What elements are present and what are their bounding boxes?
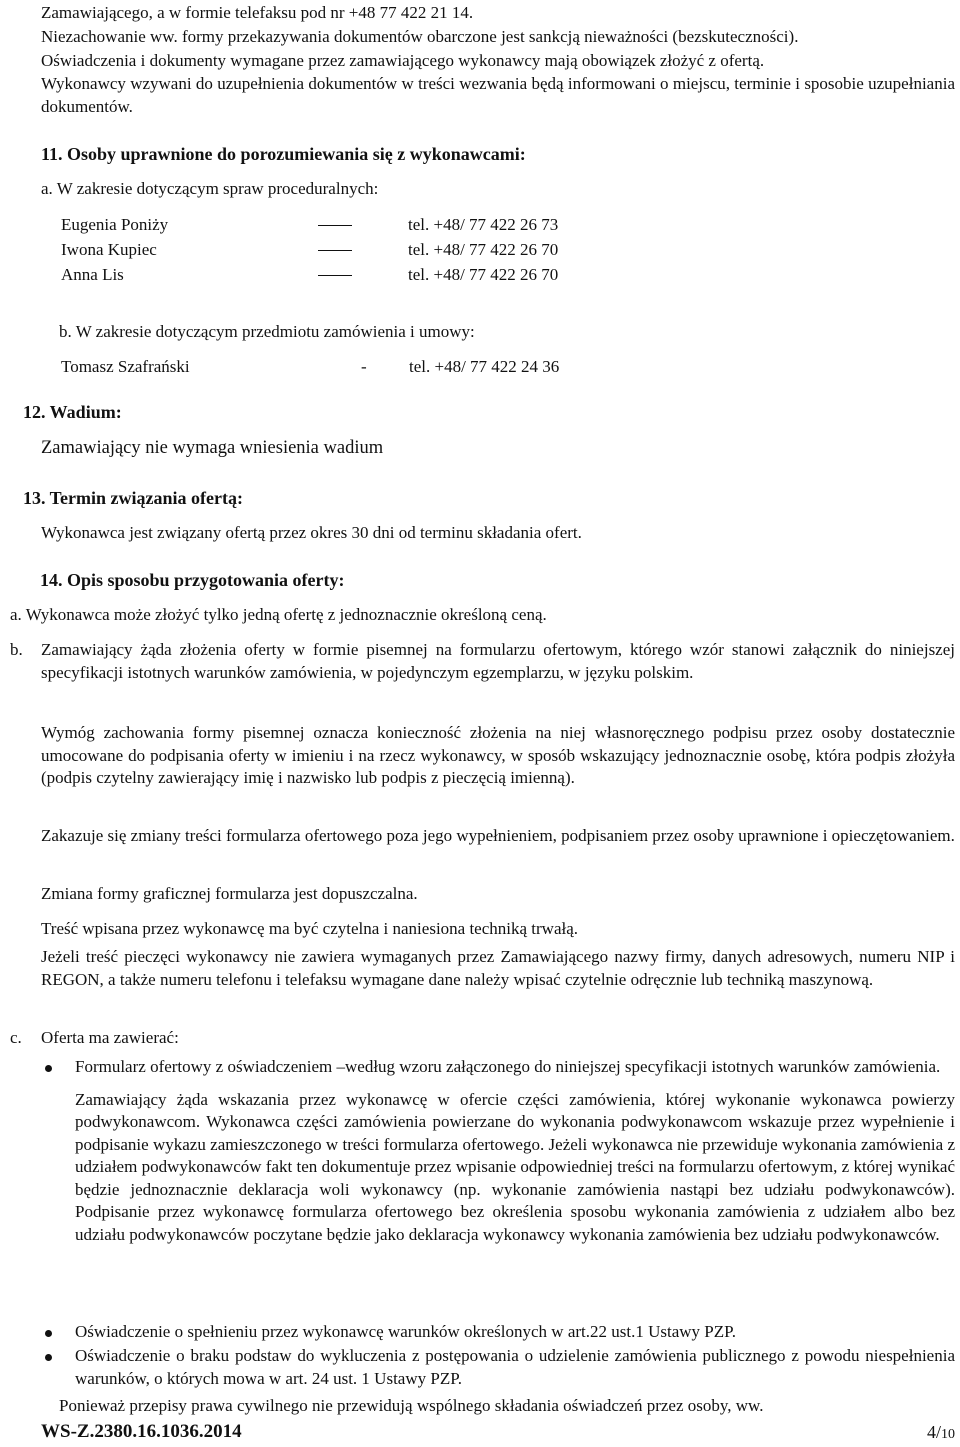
section-11-heading: 11. Osoby uprawnione do porozumiewania się z wykonawcami: <box>41 144 526 164</box>
bullet-dot <box>45 1065 52 1072</box>
intro-line-4: Wykonawcy wzywani do uzupełnienia dokumentów w treści wezwania będą informowani o miejscu, terminie i sposobie uzupełniania dokumentów. <box>41 74 955 116</box>
contact-dash: - <box>361 357 367 376</box>
section-14a: a. Wykonawca może złożyć tylko jedną ofertę z jednoznacznie określoną ceną. <box>10 605 547 624</box>
section-14b-para: Wymóg zachowania formy pisemnej oznacza konieczność złożenia na niej własnoręcznego podpisu przez osoby dostatecznie umocowane do podpisania oferty w imieniu i na rzecz wykonawcy, w sposób wskazujący jednoznacznie osobę, która podpis złożyła (podpis czytelny zawierający imię i nazwisko lub podpis z pieczęcią imienną). <box>41 723 955 787</box>
bullet-item <box>75 1345 955 1390</box>
section-11b-label: b. W zakresie dotyczącym przedmiotu zamówienia i umowy: <box>59 322 475 341</box>
bullet-extra-text: Zamawiający żąda wskazania przez wykonawcę w ofercie części zamówienia, której wykonanie wykonawca powierzy podwykonawcom. Wykonawca części zamówienia powierzane do wykonania podwykonawcom wskazuje przez wypełnienie i podpisanie wykazu zamieszczonego w treści formularza ofertowego. Jeżeli wykonawca nie przewiduje wykonania zamówienia z udziałem podwykonawców fakt ten dokumentuje przez wpisanie odpowiedniej treści na formularzu ofertowym, z której wynikać będzie jednoznacznie deklaracja woli wykonawcy (np. wykonanie zamówienia nastąpi bez udziału podwykonawców). Podpisanie przez wykonawcę formularza ofertowego bez określenia sposobu wykonania zamówienia z udziałem albo bez udziału podwykonawców poczytane będzie jako deklaracja wykonawcy wykonania zamówienia bez udziału podwykonawców. <box>75 1089 955 1244</box>
contact-phone: tel. +48/ 77 422 24 36 <box>409 357 560 376</box>
section-14b-para: Jeżeli treść pieczęci wykonawcy nie zawiera wymaganych przez Zamawiającego nazwy firmy, danych adresowych, numeru NIP i REGON, a także numeru telefonu i telefaksu wymagane dane należy wpisać czytelnie odręcznie lub techniką maszynową. <box>41 947 955 989</box>
bullet-text: Oświadczenie o braku podstaw do wykluczenia z postępowania o udzielenie zamówienia publicznego z powodu niespełnienia warunków, o których mowa w art. 24 ust. 1 Ustawy PZP. <box>75 1346 955 1388</box>
section-12-text: Zamawiający nie wymaga wniesienia wadium <box>41 438 384 458</box>
intro-line-1: Zamawiającego, a w formie telefaksu pod nr +48 77 422 21 14. <box>41 3 474 22</box>
page-total: 10 <box>941 1427 955 1442</box>
contact-row <box>61 239 761 262</box>
section-14b-para: Zmiana formy graficznej formularza jest dopuszczalna. <box>41 884 418 903</box>
contact-row <box>61 214 761 237</box>
bullet-dot <box>45 1330 52 1337</box>
bullet-text: Formularz ofertowy z oświadczeniem –według wzoru załączonego do niniejszej specyfikacji istotnych warunków zamówienia. <box>75 1057 941 1076</box>
contact-name: Eugenia Poniży <box>61 215 169 234</box>
section-14b-para: Zamawiający żąda złożenia oferty w formie pisemnej na formularzu ofertowym, którego wzór stanowi załącznik do niniejszej specyfikacji istotnych warunków zamówienia, w pojedynczym egzemplarzu, w języku polskim. <box>41 640 955 682</box>
contact-dash <box>318 225 352 226</box>
section-14b-label: b. <box>10 640 23 659</box>
section-14-heading: 14. Opis sposobu przygotowania oferty: <box>40 570 345 590</box>
intro-line-2: Niezachowanie ww. formy przekazywania dokumentów obarczone jest sankcją nieważności (bezskuteczności). <box>41 27 799 46</box>
section-14c-label: c. <box>10 1028 22 1047</box>
contact-name: Anna Lis <box>61 265 124 284</box>
contact-dash <box>318 275 352 276</box>
last-line: Ponieważ przepisy prawa cywilnego nie przewidują wspólnego składania oświadczeń przez osoby, ww. <box>59 1396 764 1415</box>
bullet-item <box>75 1056 955 1246</box>
bullet-text: Oświadczenie o spełnieniu przez wykonawcę warunków określonych w art.22 ust.1 Ustawy PZP. <box>75 1322 736 1341</box>
bullet-item <box>75 1321 955 1344</box>
section-13-heading: 13. Termin związania ofertą: <box>23 488 243 508</box>
section-13-text: Wykonawca jest związany ofertą przez okres 30 dni od terminu składania ofert. <box>41 523 582 542</box>
bullet-dot <box>45 1354 52 1361</box>
section-14b-para: Treść wpisana przez wykonawcę ma być czytelna i naniesiona techniką trwałą. <box>41 919 579 938</box>
contact-row <box>61 264 761 287</box>
contact-name: Tomasz Szafrański <box>61 357 190 376</box>
contact-dash <box>318 250 352 251</box>
page-current: 4/ <box>926 1422 941 1442</box>
section-11a-label: a. W zakresie dotyczącym spraw proceduralnych: <box>41 179 379 198</box>
contact-name: Iwona Kupiec <box>61 240 157 259</box>
contact-phone: tel. +48/ 77 422 26 70 <box>408 265 559 284</box>
contact-phone: tel. +48/ 77 422 26 70 <box>408 240 559 259</box>
document-reference: WS-Z.2380.16.1036.2014 <box>41 1421 242 1442</box>
intro-line-3: Oświadczenia i dokumenty wymagane przez zamawiającego wykonawcy mają obowiązek złożyć z ofertą. <box>41 51 765 70</box>
section-14b-para: Zakazuje się zmiany treści formularza ofertowego poza jego wypełnieniem, podpisaniem przez osoby uprawnione i opieczętowaniem. <box>41 826 955 845</box>
page-number <box>927 1421 955 1447</box>
section-12-heading: 12. Wadium: <box>23 402 122 422</box>
page-footer <box>41 1421 955 1445</box>
section-14c-title: Oferta ma zawierać: <box>41 1028 179 1047</box>
contact-row <box>61 356 761 379</box>
contact-phone: tel. +48/ 77 422 26 73 <box>408 215 559 234</box>
